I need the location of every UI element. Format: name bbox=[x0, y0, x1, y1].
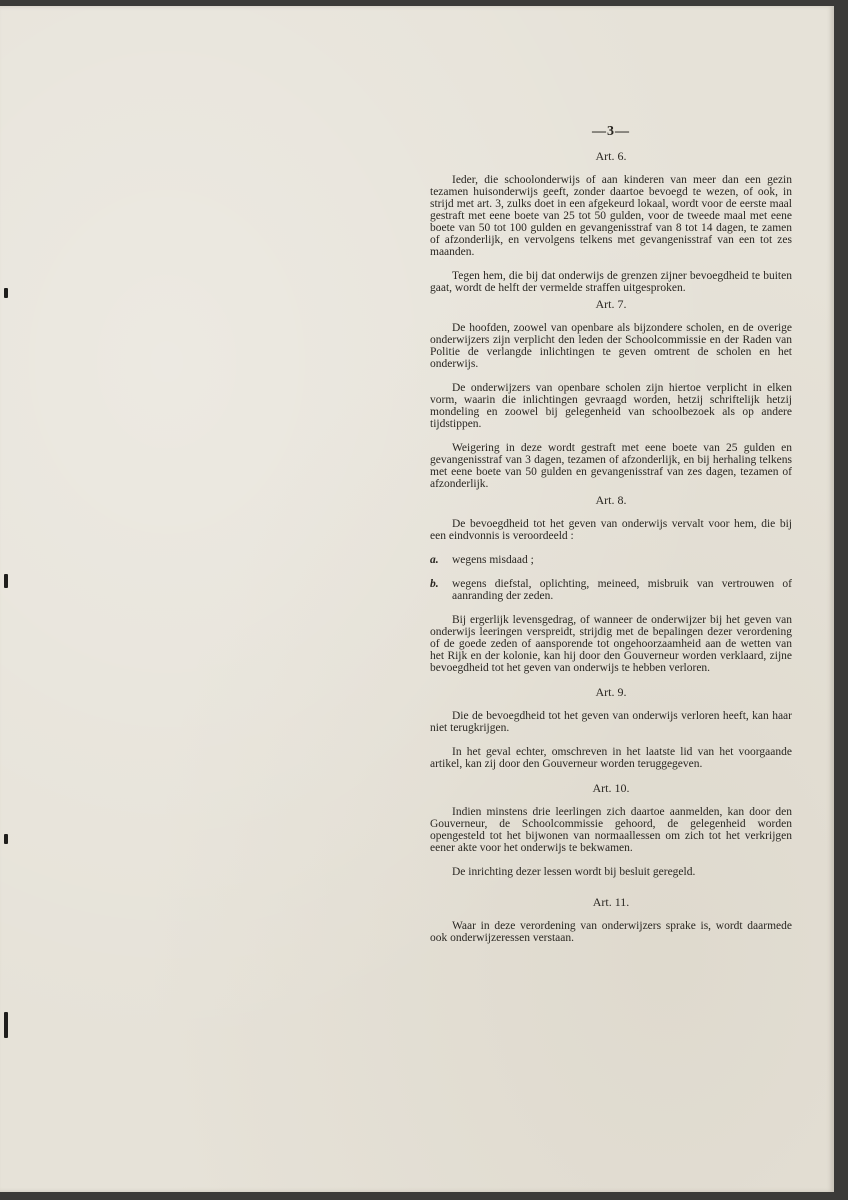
article-paragraph: Waar in deze verordening van onderwijzers sprake is, wordt daarmede ook onderwijzeressen verstaan. bbox=[430, 920, 792, 944]
article-heading: Art. 6. bbox=[595, 149, 627, 163]
article-heading: Art. 8. bbox=[595, 493, 627, 507]
list-item-text: wegens misdaad ; bbox=[452, 554, 534, 566]
binding-mark bbox=[4, 574, 8, 588]
article-paragraph: Bij ergerlijk levensgedrag, of wanneer de onderwijzer bij het geven van onderwijs leeringen verspreidt, strijdig met de bepalingen dezer verordening of de goede zeden of aansporende tot ongehoorzaamheid aan de wetten van het Rijk en der kolonie, kan hij door den Gouverneur worden verklaard, zijne bevoegdheid tot het geven van onderwijs te hebben verloren. bbox=[430, 614, 792, 674]
list-item bbox=[430, 578, 792, 602]
article-paragraph: De onderwijzers van openbare scholen zijn hiertoe verplicht in elken vorm, waarin die inlichtingen gevraagd worden, hetzij schriftelijk hetzij mondeling en zoowel bij gelegenheid van schoolbezoek als op andere tijdstippen. bbox=[430, 382, 792, 430]
binding-mark bbox=[4, 288, 8, 298]
list-item-text: wegens diefstal, oplichting, meineed, misbruik van vertrouwen of aanranding der zeden. bbox=[452, 578, 792, 602]
binding-mark bbox=[4, 1012, 8, 1038]
article-paragraph: De hoofden, zoowel van openbare als bijzondere scholen, en de overige onderwijzers zijn verplicht den leden der Schoolcommissie en der Raden van Politie de verlangde inlichtingen te geven omtrent de scholen en het onderwijs. bbox=[430, 322, 792, 370]
article-heading: Art. 7. bbox=[595, 297, 627, 311]
binding-edge bbox=[0, 6, 18, 1192]
article-paragraph: De bevoegdheid tot het geven van onderwijs vervalt voor hem, die bij een eindvonnis is veroordeeld : bbox=[430, 518, 792, 542]
list-marker: b. bbox=[430, 578, 439, 590]
article-paragraph: In het geval echter, omschreven in het laatste lid van het voorgaande artikel, kan zij door den Gouverneur worden teruggegeven. bbox=[430, 746, 792, 770]
article-paragraph: Tegen hem, die bij dat onderwijs de grenzen zijner bevoegdheid te buiten gaat, wordt de helft der vermelde straffen uitgesproken. bbox=[430, 270, 792, 294]
text-column bbox=[430, 126, 792, 956]
article-paragraph: De inrichting dezer lessen wordt bij besluit geregeld. bbox=[452, 866, 696, 878]
article-heading: Art. 11. bbox=[592, 895, 630, 909]
list-marker: a. bbox=[430, 554, 439, 566]
article-paragraph: Ieder, die schoolonderwijs of aan kinderen van meer dan een gezin tezamen huisonderwijs geeft, zonder daartoe bevoegd te wezen, of ook, in strijd met art. 3, zulks doet in een afgekeurd lokaal, wordt voor de eerste maal gestraft met eene boete van 25 tot 50 gulden, voor de tweede maal met eene boete van 50 tot 100 gulden en gevangenisstraf van 8 tot 14 dagen, te zamen of afzonderlijk, en vervolgens telkens met gevangenisstraf van een tot zes maanden. bbox=[430, 174, 792, 258]
binding-mark bbox=[4, 834, 8, 844]
list-item bbox=[430, 554, 792, 566]
document-page bbox=[0, 6, 834, 1192]
article-paragraph: Indien minstens drie leerlingen zich daartoe aanmelden, kan door den Gouverneur, de Schoolcommissie gehoord, de gelegenheid worden opengesteld tot het bijwonen van normaallessen om zich tot het verkrijgen eener akte voor het onderwijs te bekwamen. bbox=[430, 806, 792, 854]
page-number: —3— bbox=[592, 124, 630, 139]
article-paragraph: Die de bevoegdheid tot het geven van onderwijs verloren heeft, kan haar niet terugkrijgen. bbox=[430, 710, 792, 734]
article-paragraph: Weigering in deze wordt gestraft met eene boete van 25 gulden en gevangenisstraf van 3 dagen, tezamen of afzonderlijk, en bij herhaling telkens met eene boete van 50 gulden en gevangenisstraf van zes dagen, tezamen of afzonderlijk. bbox=[430, 442, 792, 490]
article-heading: Art. 9. bbox=[595, 685, 627, 699]
article-heading: Art. 10. bbox=[592, 781, 630, 795]
